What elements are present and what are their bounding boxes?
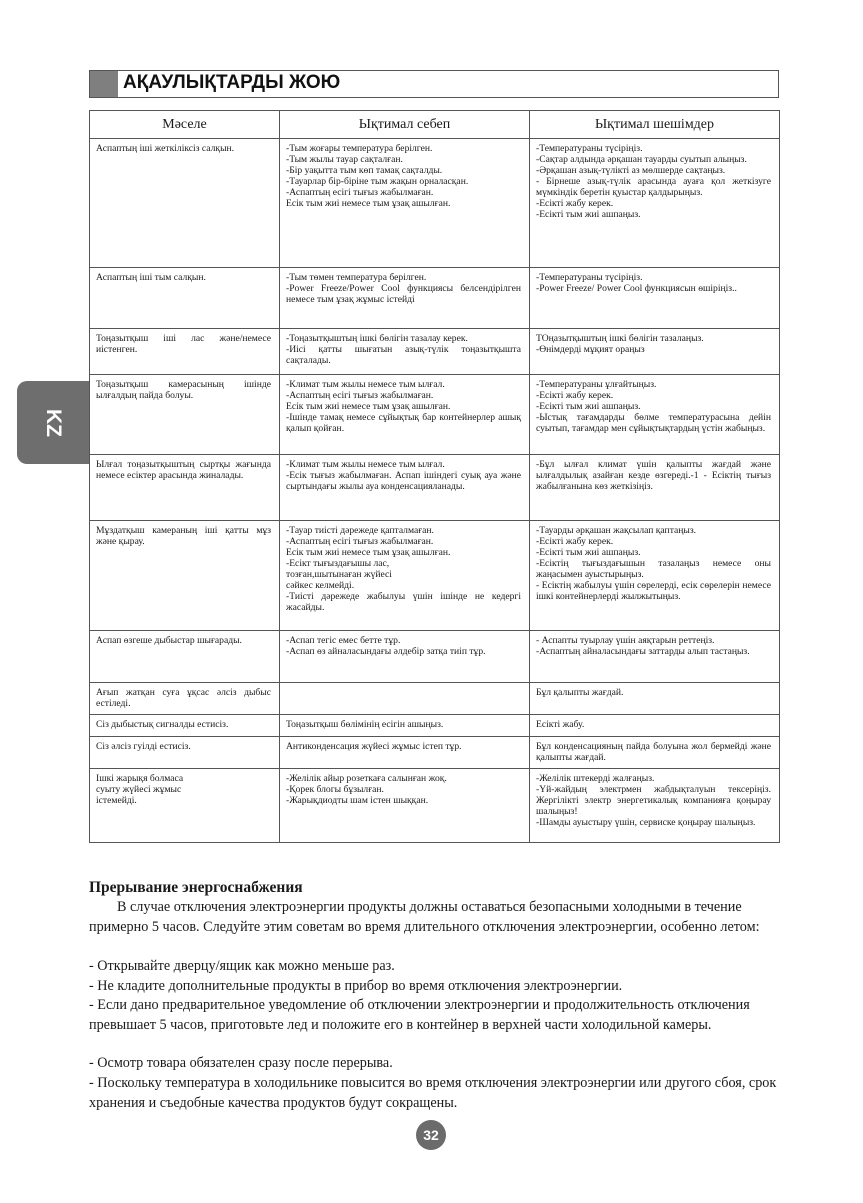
problem-cell: Аспаптың іші тым салқын.: [90, 268, 280, 329]
problem-cell: Тоңазытқыш іші лас және/немесе иістенген.: [90, 329, 280, 375]
cause-cell: Антиконденсация жүйесі жұмыс істеп тұр.: [280, 737, 530, 769]
problem-cell: Ылғал тоңазытқыштың сыртқы жағында немесе есіктер арасында жиналады.: [90, 455, 280, 521]
bullet-item: - Открывайте дверцу/ящик как можно меньше раз.: [89, 958, 395, 974]
cause-cell: -Желілік айыр розеткаға салынған жоқ. -Қорек блогы бұзылған. -Жарықдиодты шам істен шыққан.: [280, 769, 530, 843]
table-row: [90, 375, 780, 455]
column-header-solution: Ықтимал шешімдер: [530, 111, 780, 139]
cause-cell: -Климат тым жылы немесе тым ылғал. -Аспаптың есігі тығыз жабылмаған. Есік тым жиі немесе тым ұзақ ашылған. -Ішінде тамақ немесе сұйықтық бар контейнерлер ашық қалып қойған.: [280, 375, 530, 455]
table-row: [90, 683, 780, 715]
problem-cell: Аспаптың іші жеткіліксіз салқын.: [90, 139, 280, 268]
column-header-problem: Мәселе: [90, 111, 280, 139]
solution-cell: -Желілік штекерді жалғаңыз. -Үй-жайдың электрмен жабдықталуын тексеріңіз. Жергілікті электр энергетикалық компанияға қоңырау шалыңыз! -Шамды ауыстыру үшін, сервиске қоңырау шалыңыз.: [530, 769, 780, 843]
solution-cell: Есікті жабу.: [530, 715, 780, 737]
troubleshooting-table: [89, 110, 780, 843]
section-header: [89, 70, 779, 98]
header-accent-block: [90, 71, 118, 97]
solution-cell: -Тауарды әрқашан жақсылап қаптаңыз. -Есікті жабу керек. -Есікті тым жиі ашпаңыз. -Есіктің тығыздағышын тазалаңыз немесе оны жаңасымен ауыстырыңыз. - Есіктің жабылуы үшін сөрелерді, есік сөрелерін немесе ішкі контейнерлерді жылжытыңыз.: [530, 521, 780, 631]
page-number: 32: [416, 1120, 446, 1150]
bullet-item: - Осмотр товара обязателен сразу после перерыва.: [89, 1055, 393, 1071]
table-row: [90, 737, 780, 769]
table-row: [90, 715, 780, 737]
solution-cell: -Температураны түсіріңіз. -Сақтар алдында әрқашан тауарды суытып алыңыз. -Әрқашан азық-түлікті аз мөлшерде сақтаңыз. - Бірнеше азық-түлік арасында ауаға қол жеткізуге мүмкіндік беретін қуыстар қалдырыңыз. -Есікті жабу керек. -Есікті тым жиі ашпаңыз.: [530, 139, 780, 268]
solution-cell: -Температураны түсіріңіз. -Power Freeze/ Power Cool функциясын өшіріңіз..: [530, 268, 780, 329]
problem-cell: Ағып жатқан суға ұқсас әлсіз дыбыс естіледі.: [90, 683, 280, 715]
cause-cell: -Тым жоғары температура берілген. -Тым жылы тауар сақталған. -Бір уақытта тым көп тамақ сақталды. -Тауарлар бір-біріне тым жақын орналасқан. -Аспаптың есігі тығыз жабылмаған. Есік тым жиі немесе тым ұзақ ашылған.: [280, 139, 530, 268]
cause-cell: -Аспап тегіс емес бетте тұр. -Аспап өз айналасындағы әлдебір затқа тиіп тұр.: [280, 631, 530, 683]
solution-cell: -Температураны ұлғайтыңыз. -Есікті жабу керек. -Есікті тым жиі ашпаңыз. -Ыстық тағамдарды бөлме температурасына дейін суытып, тағамдар мен сұйықтықтардың үстін жабыңыз.: [530, 375, 780, 455]
bullet-item: - Поскольку температура в холодильнике повысится во время отключения электроэнергии или другого сбоя, срок хранения и съедобные качества продуктов будут сокращены.: [89, 1075, 777, 1111]
bullet-item: - Не кладите дополнительные продукты в прибор во время отключения электроэнергии.: [89, 978, 623, 994]
column-header-cause: Ықтимал себеп: [280, 111, 530, 139]
problem-cell: Мұздатқыш камераның іші қатты мұз және қырау.: [90, 521, 280, 631]
table-row: [90, 521, 780, 631]
table-row: [90, 268, 780, 329]
problem-cell: Тоңазытқыш камерасының ішінде ылғалдың пайда болуы.: [90, 375, 280, 455]
language-tab: [17, 381, 89, 464]
section-heading: Прерывание энергоснабжения: [89, 879, 303, 896]
cause-cell: -Климат тым жылы немесе тым ылғал. -Есік тығыз жабылмаған. Аспап ішіндегі суық ауа және сыртындағы жылы ауа конденсацияланады.: [280, 455, 530, 521]
table-header-row: [90, 111, 780, 139]
intro-paragraph: В случае отключения электроэнергии продукты должны оставаться безопасными холодными в течение примерно 5 часов. Следуйте этим советам во время длительного отключения электроэнергии, особенно летом:: [89, 899, 760, 935]
solution-cell: - Аспапты туырлау үшін аяқтарын реттеңіз. -Аспаптың айналасындағы заттарды алып тастаңыз.: [530, 631, 780, 683]
page-title: АҚАУЛЫҚТАРДЫ ЖОЮ: [123, 72, 341, 93]
solution-cell: Бұл конденсацияның пайда болуына жол бермейді және қалыпты жағдай.: [530, 737, 780, 769]
cause-cell: -Тоңазытқыштың ішкі бөлігін тазалау керек. -Иісі қатты шығатын азық-түлік тоңазытқышта сақталады.: [280, 329, 530, 375]
problem-cell: Аспап өзгеше дыбыстар шығарады.: [90, 631, 280, 683]
problem-cell: Сіз әлсіз гуілді естисіз.: [90, 737, 280, 769]
table-row: [90, 139, 780, 268]
problem-cell: Сіз дыбыстық сигналды естисіз.: [90, 715, 280, 737]
cause-cell: [280, 683, 530, 715]
cause-cell: Тоңазытқыш бөлімінің есігін ашыңыз.: [280, 715, 530, 737]
table-row: [90, 769, 780, 843]
solution-cell: Бұл қалыпты жағдай.: [530, 683, 780, 715]
solution-cell: -Бұл ылғал климат үшін қалыпты жағдай және ылғалдылық азайған кезде өзгереді.-1 - Есіктің тығыз жабылғанына көз жеткізіңіз.: [530, 455, 780, 521]
table-row: [90, 631, 780, 683]
table-row: [90, 329, 780, 375]
bullet-item: - Если дано предварительное уведомление об отключении электроэнергии и продолжительность отключения превышает 5 часов, приготовьте лед и положите его в контейнер в верхней части холодильной камеры.: [89, 997, 750, 1033]
language-tab-label: KZ: [42, 408, 65, 437]
cause-cell: -Тым төмен температура берілген. -Power Freeze/Power Cool функциясы белсендірілген немесе тым ұзақ жұмыс істейді: [280, 268, 530, 329]
solution-cell: ТОңазытқыштың ішкі бөлігін тазалаңыз. -Өнімдерді мұқият ораңыз: [530, 329, 780, 375]
cause-cell: -Тауар тиісті дәрежеде қапталмаған. -Аспаптың есігі тығыз жабылмаған. Есік тым жиі немесе тым ұзақ ашылған. -Есікт тығыздағышы лас, тозған,шытынаған жүйесі сәйкес келмейді. -Тиісті дәрежеде жабылуы үшін ішінде не кедергі жасайды.: [280, 521, 530, 631]
problem-cell: Ішкі жарықя болмаса суыту жүйесі жұмыс істемейді.: [90, 769, 280, 843]
table-row: [90, 455, 780, 521]
